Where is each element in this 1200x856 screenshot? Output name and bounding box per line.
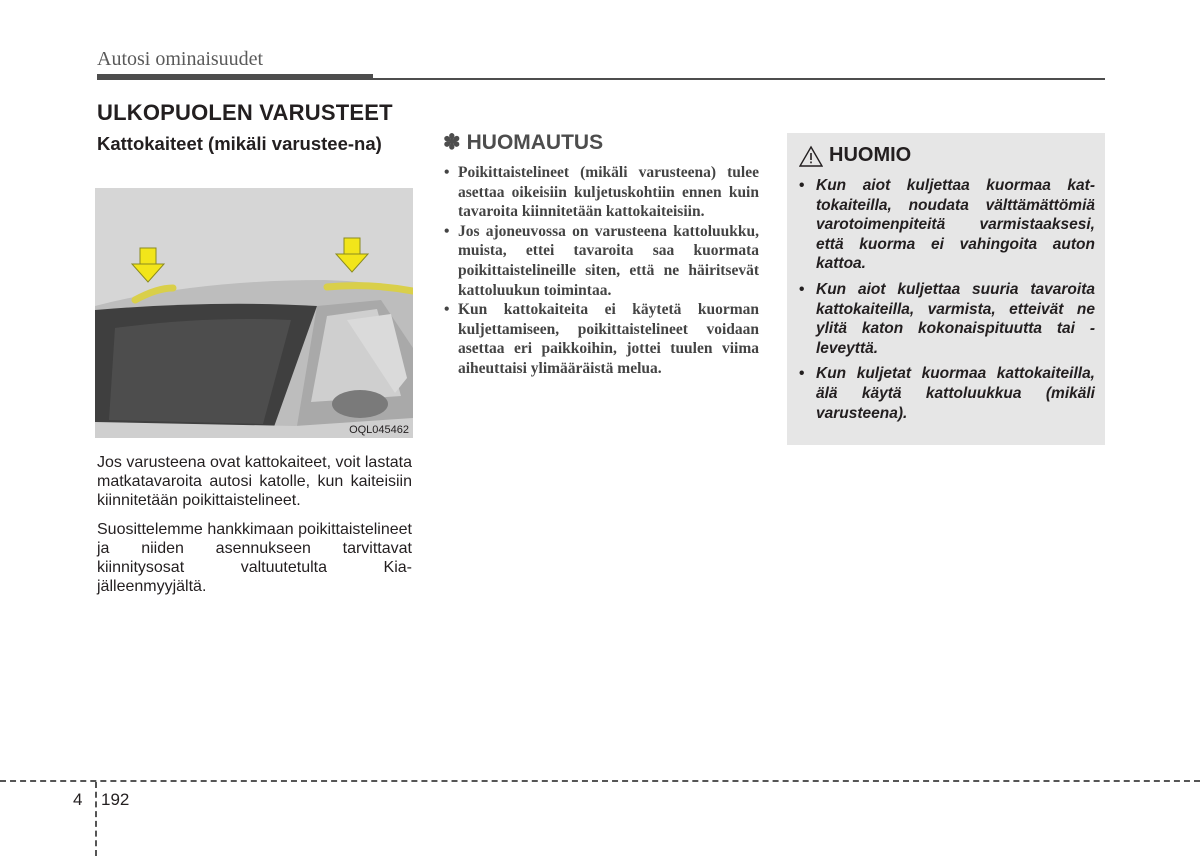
header-rule-thick xyxy=(97,74,373,80)
body-text xyxy=(97,453,412,606)
chapter-number: 4 xyxy=(73,790,83,809)
page-number: 192 xyxy=(101,790,130,809)
caution-item: • Kun aiot kuljettaa kuormaa kattokaiteilla, noudata välttämättömiä varotoimenpiteitä varmistaaksesi, että kuorma ei vahingoita auton kattoa. xyxy=(797,176,1095,274)
note-item: • Kun kattokaiteita ei käytetä kuorman kuljettamiseen, poikittaistelineet voidaan asettaa eri paikkoihin, jottei tuulen viima aiheuttaisi ylimääräistä melua. xyxy=(443,300,759,378)
car-roof-illustration xyxy=(95,188,413,438)
header-title: Autosi ominaisuudet xyxy=(97,48,264,70)
caution-item: • Kun aiot kuljettaa suuria tavaroita kattokaiteilla, varmista, etteivät ne ylitä katon kokonaispituutta tai -leveyttä. xyxy=(797,280,1095,358)
caution-list xyxy=(797,176,1095,429)
note-title-text: HUOMAUTUS xyxy=(466,131,604,154)
caution-header xyxy=(799,144,911,167)
figure-code: OQL045462 xyxy=(349,424,409,436)
note-title xyxy=(443,130,603,155)
header-rule-thin xyxy=(373,78,1105,80)
body-paragraph-1: Jos varusteena ovat kattokaiteet, voit lastata matkatavaroita autosi katolle, kun kaiteisiin kiinnitetään poikittaistelineet. xyxy=(97,454,412,509)
subsection-title: Kattokaiteet (mikäli varustee-na) xyxy=(97,133,382,154)
caution-box xyxy=(787,133,1105,445)
note-item: • Jos ajoneuvossa on varusteena kattoluukku, muista, ettei tavaroita saa kuormata poikittaistelineille siten, että ne häiritsevät kattoluukun toimintaa. xyxy=(443,222,759,300)
footer-divider xyxy=(95,782,97,856)
footer-rule xyxy=(0,780,1200,782)
body-paragraph-2: Suosittelemme hankkimaan poikittaistelineet ja niiden asennukseen tarvittavat kiinnitysosat valtuutetulta Kia-jälleenmyyjältä. xyxy=(97,521,412,595)
warning-triangle-icon xyxy=(799,145,823,167)
note-item: • Poikittaistelineet (mikäli varusteena) tulee asettaa oikeisiin kuljetuskohtiin ennen kuin tavaroita kiinnitetään kattokaiteisiin. xyxy=(443,163,759,222)
caution-title: HUOMIO xyxy=(829,144,912,166)
note-list xyxy=(443,163,759,379)
roof-rail-figure xyxy=(95,188,413,438)
asterisk-icon: ✽ xyxy=(443,131,461,154)
section-title: ULKOPUOLEN VARUSTEET xyxy=(97,100,393,125)
caution-item: • Kun kuljetat kuormaa kattokaiteilla, älä käytä kattoluukkua (mikäli varusteena). xyxy=(797,364,1095,423)
